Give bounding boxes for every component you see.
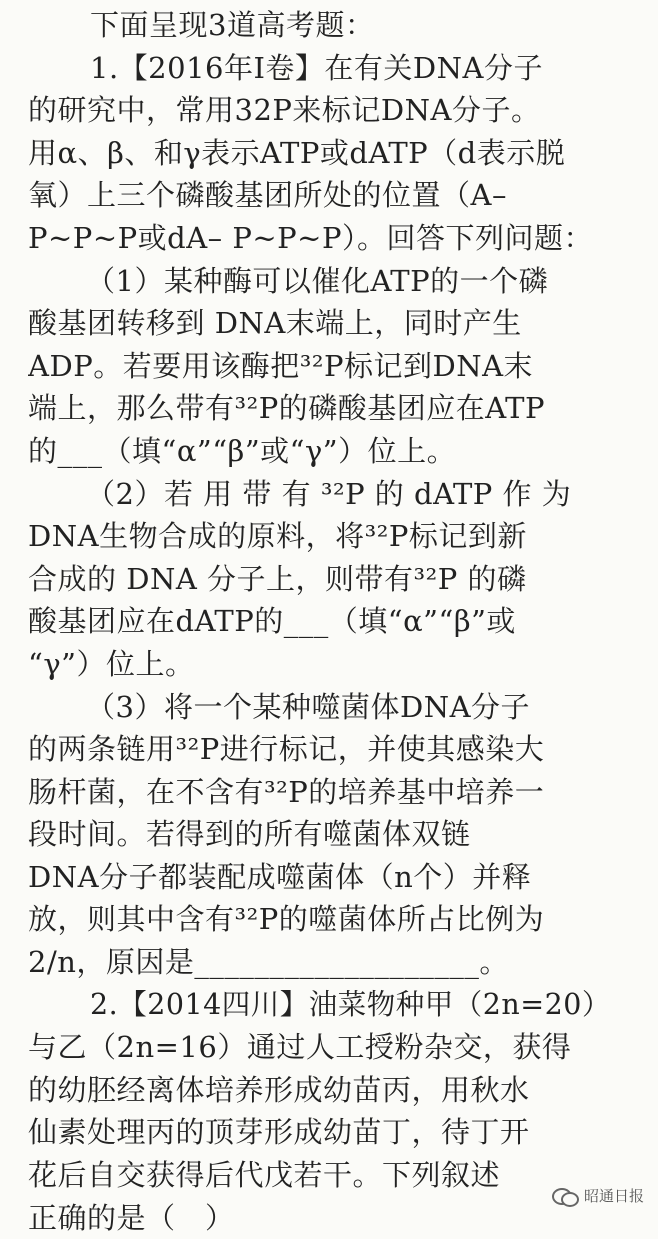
text-line: 用α、β、和γ表示ATP或dATP（d表示脱 — [28, 135, 566, 170]
text-line: 仙素处理丙的顶芽形成幼苗丁，待丁开 — [28, 1115, 530, 1150]
question-2-header: 2.【2014四川】油菜物种甲（2n=20） — [90, 987, 611, 1021]
text-line: 的研究中，常用32P来标记DNA分子。 — [28, 93, 541, 128]
text-line: 的两条链用³²P进行标记，并使其感染大 — [28, 732, 545, 767]
text-line: DNA分子都装配成噬菌体（n个）并释 — [28, 859, 532, 894]
text-line: 2/n，原因是___________________。 — [28, 945, 509, 980]
text-line: 放，则其中含有³²P的噬菌体所占比例为 — [28, 902, 545, 937]
text-line: 合成的 DNA 分子上，则带有³²P 的磷 — [28, 561, 527, 596]
text-line: 正确的是（ ） — [28, 1200, 235, 1235]
text-line: 花后自交获得后代戊若干。下列叙述 — [28, 1158, 501, 1193]
subquestion-2: （2）若 用 带 有 ³²P 的 dATP 作 为 — [86, 476, 572, 511]
text-line: “γ”）位上。 — [28, 646, 195, 681]
intro-line: 下面呈现3道高考题： — [90, 8, 375, 42]
text-line: P~P~P或dA– P~P~P）。回答下列问题： — [28, 220, 593, 255]
text-line: DNA生物合成的原料，将³²P标记到新 — [28, 519, 527, 554]
text-line: 氧）上三个磷酸基团所处的位置（A– — [28, 178, 507, 213]
text-line: 的___（填“α”“β”或“γ”）位上。 — [28, 433, 457, 468]
watermark-text: 昭通日报 — [583, 1187, 644, 1205]
watermark — [552, 1185, 644, 1206]
text-line: ADP。若要用该酶把³²P标记到DNA末 — [28, 348, 534, 383]
exam-text — [28, 4, 618, 1239]
text-line: 的幼胚经离体培养形成幼苗丙，用秋水 — [28, 1072, 530, 1107]
subquestion-1: （1）某种酶可以催化ATP的一个磷 — [86, 263, 549, 298]
question-1-header: 1.【2016年Ⅰ卷】在有关DNA分子 — [90, 50, 543, 85]
subquestion-3: （3）将一个某种噬菌体DNA分子 — [86, 689, 531, 724]
wechat-icon — [552, 1186, 578, 1206]
text-line: 肠杆菌，在不含有³²P的培养基中培养一 — [28, 774, 545, 809]
text-line: 酸基团应在dATP的___（填“α”“β”或 — [28, 604, 516, 639]
text-line: 端上，那么带有³²P的磷酸基团应在ATP — [28, 391, 545, 426]
text-line: 酸基团转移到 DNA末端上，同时产生 — [28, 306, 522, 341]
text-line: 与乙（2n=16）通过人工授粉杂交，获得 — [28, 1030, 572, 1065]
text-line: 段时间。若得到的所有噬菌体双链 — [28, 817, 471, 852]
